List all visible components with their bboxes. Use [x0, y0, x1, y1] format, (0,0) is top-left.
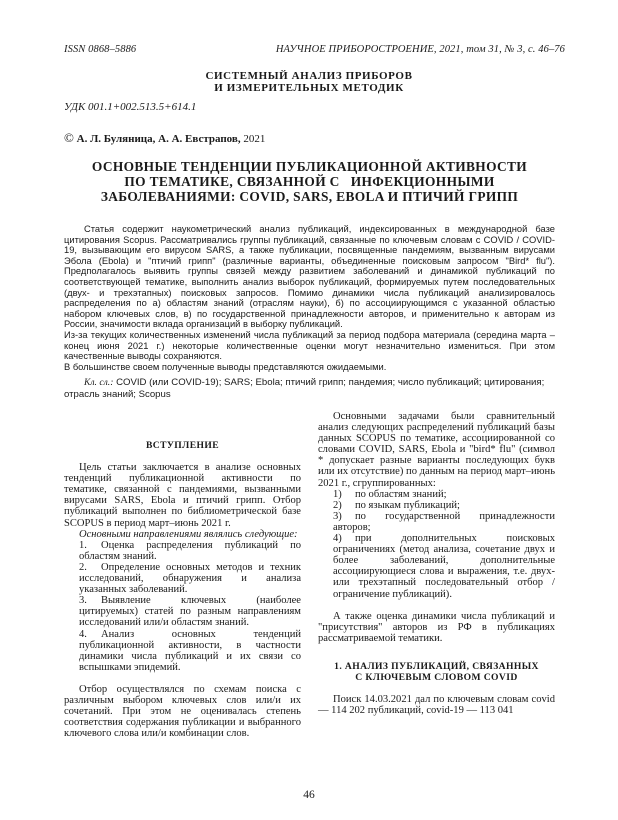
right-column [318, 411, 555, 716]
udk-code: УДК 001.1+002.513.5+614.1 [64, 101, 197, 113]
paragraph: А также оценка динамики числа публикаций и "присутствия" авторов из РФ в публикациях рассматриваемой тематики. [318, 610, 555, 644]
issn: ISSN 0868–5886 [64, 44, 137, 55]
title-line1: ОСНОВНЫЕ ТЕНДЕНЦИИ ПУБЛИКАЦИОННОЙ АКТИВНОСТИ [91, 159, 528, 174]
list-item: 1) по областям знаний; [333, 488, 447, 500]
abstract-paragraph: Статья содержит наукометрический анализ публикаций, индексированных в международной базе цитирования Scopus. Рассматривались группы публикаций, связанные по ключевым словам с COVID / COVID-19, вызывающим его вирусом SARS, а также публикации, посвященные пандемиям, вызванным вирусами Эбола (Ebola) и "птичий грипп" (различные варианты, объединенные поисковым запросом "Bird* flu"). Предполагалось выявить группы связей между развитием заболеваний и динамикой публикаций по соответствующей тематике, выполнить анализ выборок публикаций, формируемых путем последовательных (двух- и трехэтапных) поисковых запросов. Помимо динамики числа публикаций анализировалось распределения по а) областям знаний (отраслям науки), б) по ассоциирующимся с указанной областью набором ключевых слов, в) по государственной принадлежности авторов, и применительно к авторам из России, значимости вклада организаций в выборку публикаций. [64, 224, 555, 330]
author-year: 2021 [243, 133, 266, 145]
section-title-line2: И ИЗМЕРИТЕЛЬНЫХ МЕТОДИК [214, 81, 404, 94]
title-line2: ПО ТЕМАТИКЕ, СВЯЗАННОЙ С ИНФЕКЦИОННЫМИ [124, 174, 495, 189]
list-item: 4) при дополнительных поисковых ограничениях (метод анализа, сочетание двух и более заболеваний, дополнительные ассоциирующиеся слова и выражения, т.е. двух- или трехэтапный последовательный отбор / ограничение публикаций). [333, 533, 555, 600]
list-item: 1. Оценка распределения публикаций по областям знаний. [79, 539, 301, 562]
author-names: А. Л. Буляница, А. А. Евстрапов, [76, 133, 241, 145]
keywords-label: Кл. сл.: [84, 377, 114, 388]
paragraph: Основными задачами были сравнительный анализ следующих распределений публикаций базы данных SCOPUS по тематике, ассоциированной со словами COVID, SARS, Ebola и "bird* flu" (символ * допускает разные варианты последующих букв или их отсутствие) по данным на период март–июнь 2021 г., сгруппированных: [318, 411, 555, 489]
authors [64, 130, 265, 146]
title-line3: ЗАБОЛЕВАНИЯМИ: COVID, SARS, EBOLA И ПТИЧИЙ ГРИПП [100, 189, 519, 204]
list-item: 3) по государственной принадлежности авторов; [333, 510, 555, 533]
paragraph: Поиск 14.03.2021 дал по ключевым словам covid — 114 202 публикаций, covid-19 — 113 041 [318, 694, 555, 717]
copyright-icon: © [64, 130, 74, 145]
keywords [64, 377, 555, 400]
paragraph: Цель статьи заключается в анализе основных тенденций публикационной активности по тематике, связанной с пандемиями, вызванными вирусами SARS, Ebola и птичий грипп. Отбор публикаций выполнен по библиометрической базе SCOPUS в период март–июнь 2021 г. [64, 462, 301, 529]
list-item: 2) по языкам публикаций; [333, 499, 460, 511]
page-number: 46 [303, 789, 315, 801]
article-title [64, 159, 555, 204]
section-heading: 1. АНАЛИЗ ПУБЛИКАЦИЙ, СВЯЗАННЫХ С КЛЮЧЕВЫМ СЛОВОМ COVID [334, 660, 539, 683]
abstract [64, 224, 555, 372]
paragraph: Основными направлениями являлись следующие: [79, 528, 298, 540]
abstract-paragraph: В большинстве своем полученные выводы представляются ожидаемыми. [64, 361, 387, 372]
section-title-line1: СИСТЕМНЫЙ АНАЛИЗ ПРИБОРОВ [205, 70, 413, 82]
paragraph: Отбор осуществлялся по схемам поиска с различным выбором ключевых слов или/и их сочетаний. При этом не оценивалась степень соответствия содержания публикации и выбранного ключевого слова или/и комбинации слов. [64, 683, 301, 740]
list-item: 4. Анализ основных тенденций публикационной активности, в частности динамики числа публикаций и их связи со вспышками эпидемий. [79, 628, 301, 673]
keywords-text: COVID (или COVID-19); SARS; Ebola; птичий грипп; пандемия; число публикаций; цитирования; отрасль знаний; Scopus [64, 377, 545, 400]
section-heading: ВСТУПЛЕНИЕ [145, 440, 220, 451]
abstract-paragraph: Из-за текущих количественных изменений числа публикаций за период подбора материала (середина марта – конец июня 2021 г.) некоторые количественные оценки могут незначительно измениться. При этом качественные выводы сохраняются. [64, 329, 555, 362]
list-item: 3. Выявление ключевых (наиболее цитируемых) статей по разным направлениям исследований или/и областям знаний. [79, 595, 301, 629]
left-column [64, 440, 301, 739]
list-item: 2. Определение основных методов и техник исследований, обнаружения и анализа указанных заболеваний. [79, 561, 301, 596]
journal-citation: НАУЧНОЕ ПРИБОРОСТРОЕНИЕ, 2021, том 31, № 3, с. 46–76 [275, 44, 565, 55]
section-title [0, 71, 618, 94]
